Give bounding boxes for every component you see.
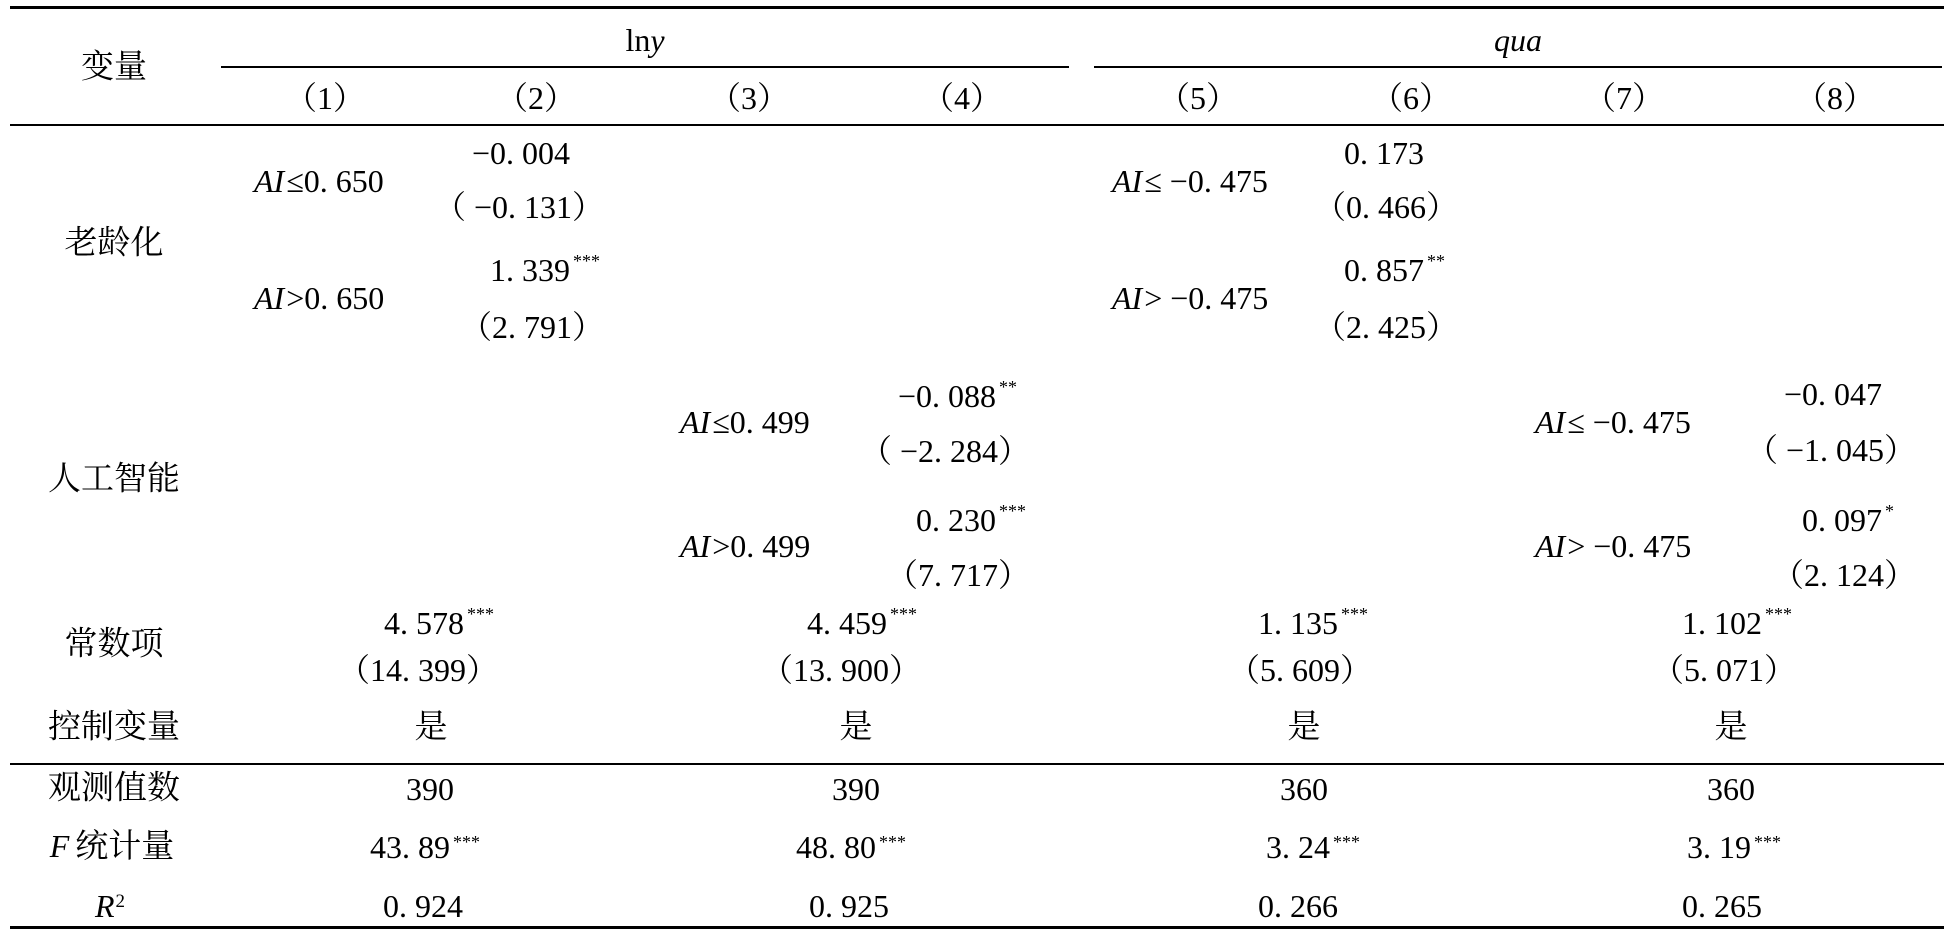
coefficient [897, 377, 1017, 414]
coefficient-value: −0. 047 [1783, 376, 1882, 412]
controls-value: 是 [414, 709, 448, 746]
group-header-lny-var: y [650, 22, 665, 58]
threshold-value: ≤0. 499 [712, 404, 810, 440]
coefficient-value: 0. 097 [1802, 502, 1882, 538]
coefficient-value: 0. 230 [916, 502, 996, 538]
threshold-condition [680, 406, 810, 438]
coefficient [1784, 378, 1882, 410]
significance-stars: * [1885, 501, 1894, 521]
coefficient-value: 1. 339 [490, 252, 570, 288]
r-symbol: R [94, 888, 115, 924]
observations-value: 390 [406, 771, 454, 807]
constant-coefficient [384, 604, 494, 641]
f-statistic-value [796, 831, 906, 863]
t-statistic: （ −2. 284） [859, 433, 1030, 469]
coefficient-value: 0. 857 [1344, 252, 1424, 288]
significance-stars: *** [573, 251, 600, 271]
coefficient-value: 1. 135 [1258, 605, 1338, 641]
header-bottom-rule [10, 124, 1944, 126]
column-header-7: （7） [1583, 80, 1665, 116]
f-statistic-value [370, 831, 480, 863]
constant-coefficient [807, 604, 917, 641]
constant-t-statistic: （13. 900） [760, 652, 921, 688]
controls-value: 是 [1287, 709, 1321, 746]
column-header-5: （5） [1157, 80, 1239, 116]
r-squared-value: 0. 924 [383, 888, 463, 924]
row-label-aging: 老龄化 [64, 225, 164, 262]
column-header-6: （6） [1370, 80, 1452, 116]
column-header-3: （3） [708, 80, 790, 116]
r-squared-value: 0. 925 [809, 888, 889, 924]
coefficient-value: 4. 578 [384, 605, 464, 641]
constant-t-statistic: （5. 071） [1651, 652, 1796, 688]
column-header-2: （2） [495, 80, 577, 116]
qua-group-underline [1094, 66, 1942, 68]
threshold-variable: AI [1112, 280, 1143, 316]
threshold-condition [1535, 530, 1691, 562]
t-statistic: （2. 425） [1313, 309, 1458, 345]
threshold-value: ≤ −0. 475 [1144, 163, 1268, 199]
coefficient [1344, 251, 1445, 288]
threshold-variable: AI [680, 528, 711, 564]
r-squared-value: 0. 266 [1258, 888, 1338, 924]
threshold-value: > −0. 475 [1144, 280, 1269, 316]
coefficient [1802, 501, 1894, 538]
lny-group-underline [221, 66, 1069, 68]
row-label-ai: 人工智能 [48, 461, 180, 498]
threshold-condition [254, 282, 384, 314]
t-statistic: （0. 466） [1313, 189, 1458, 225]
f-statistic-value [1266, 831, 1360, 863]
observations-value: 360 [1280, 771, 1328, 807]
significance-stars: *** [890, 604, 917, 624]
t-statistic: （ −0. 131） [433, 189, 604, 225]
t-statistic: （2. 791） [459, 309, 604, 345]
threshold-condition [1535, 406, 1691, 438]
significance-stars: *** [1333, 832, 1360, 852]
f-label-text: 统计量 [75, 829, 175, 865]
f-statistic-value [1687, 831, 1781, 863]
coefficient [472, 137, 570, 169]
column-header-8: （8） [1794, 80, 1876, 116]
controls-value: 是 [839, 709, 873, 746]
threshold-value: ≤0. 650 [286, 163, 384, 199]
variable-header: 变量 [81, 49, 147, 86]
coefficient-value: 4. 459 [807, 605, 887, 641]
coefficient-value: 0. 173 [1344, 135, 1424, 171]
constant-t-statistic: （5. 609） [1227, 652, 1372, 688]
controls-value: 是 [1714, 709, 1748, 746]
f-value: 43. 89 [370, 829, 450, 865]
coefficient [1344, 137, 1424, 169]
f-symbol: F [49, 828, 70, 864]
f-value: 48. 80 [796, 829, 876, 865]
significance-stars: *** [1765, 604, 1792, 624]
threshold-condition [254, 165, 384, 197]
significance-stars: ** [999, 377, 1017, 397]
bottom-rule [10, 926, 1944, 929]
group-header-lny-prefix: ln [625, 22, 651, 58]
t-statistic: （7. 717） [885, 557, 1030, 593]
threshold-value: > −0. 475 [1567, 528, 1692, 564]
significance-stars: *** [467, 604, 494, 624]
threshold-condition [680, 530, 810, 562]
constant-coefficient [1682, 604, 1792, 641]
coefficient [916, 501, 1026, 538]
significance-stars: *** [879, 832, 906, 852]
observations-value: 360 [1707, 771, 1755, 807]
f-value: 3. 24 [1266, 829, 1330, 865]
row-label-observations: 观测值数 [48, 770, 180, 807]
threshold-variable: AI [680, 404, 711, 440]
threshold-variable: AI [1112, 163, 1143, 199]
t-statistic: （2. 124） [1771, 557, 1916, 593]
coefficient-value: −0. 004 [471, 135, 570, 171]
r-squared-value: 0. 265 [1682, 888, 1762, 924]
constant-coefficient [1258, 604, 1368, 641]
threshold-value: ≤ −0. 475 [1567, 404, 1691, 440]
threshold-condition [1112, 282, 1268, 314]
row-label-constant: 常数项 [64, 626, 164, 663]
threshold-variable: AI [1535, 404, 1566, 440]
significance-stars: *** [1754, 832, 1781, 852]
threshold-value: >0. 650 [286, 280, 385, 316]
constant-t-statistic: （14. 399） [337, 652, 498, 688]
t-statistic: （ −1. 045） [1745, 432, 1916, 468]
threshold-variable: AI [1535, 528, 1566, 564]
row-label-r-squared [95, 890, 125, 922]
row-label-controls: 控制变量 [48, 709, 180, 746]
column-header-1: （1） [284, 80, 366, 116]
group-header-qua: qua [1494, 22, 1542, 58]
coefficient-value: 1. 102 [1682, 605, 1762, 641]
threshold-variable: AI [254, 163, 285, 199]
r-superscript: 2 [115, 891, 126, 912]
row-label-f-statistic [50, 830, 175, 864]
threshold-condition [1112, 165, 1268, 197]
threshold-variable: AI [254, 280, 285, 316]
significance-stars: *** [999, 501, 1026, 521]
significance-stars: ** [1427, 251, 1445, 271]
significance-stars: *** [1341, 604, 1368, 624]
threshold-value: >0. 499 [712, 528, 811, 564]
coefficient-value: −0. 088 [897, 378, 996, 414]
significance-stars: *** [453, 832, 480, 852]
column-header-4: （4） [921, 80, 1003, 116]
top-rule [10, 6, 1944, 9]
group-header-lny [625, 24, 664, 56]
f-value: 3. 19 [1687, 829, 1751, 865]
statistics-separator-rule [10, 763, 1944, 765]
coefficient [490, 251, 600, 288]
observations-value: 390 [832, 771, 880, 807]
